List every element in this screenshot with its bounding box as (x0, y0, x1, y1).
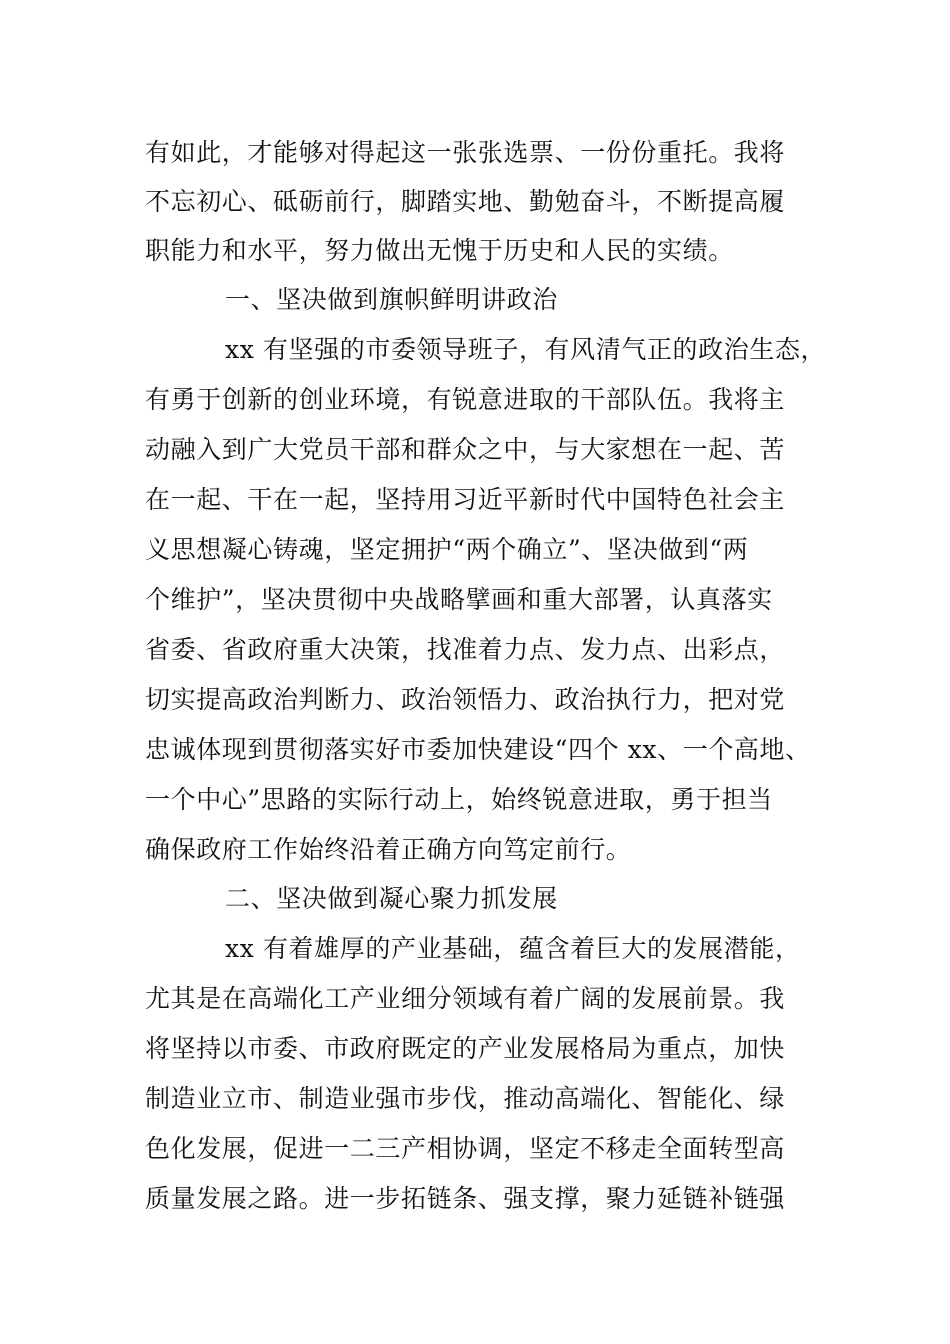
text-line: 切实提高政治判断力、政治领悟力、政治执行力，把对党 (145, 685, 786, 714)
text-line: 尤其是在高端化工产业细分领域有着广阔的发展前景。我 (145, 984, 786, 1013)
text-line: 个维护”，坚决贯彻中央战略擘画和重大部署，认真落实 (145, 585, 773, 614)
text-line: 省委、省政府重大决策，找准着力点、发力点、出彩点， (145, 635, 786, 664)
text-line: 不忘初心、砥砺前行，脚踏实地、勤勉奋斗，不断提高履 (145, 187, 786, 216)
text-line: 忠诚体现到贯彻落实好市委加快建设“四个 xx、一个高地、 (145, 735, 811, 764)
text-line: 有勇于创新的创业环境，有锐意进取的干部队伍。我将主 (145, 385, 786, 414)
text-line: 有如此，才能够对得起这一张张选票、一份份重托。我将 (145, 138, 786, 167)
text-line: 义思想凝心铸魂，坚定拥护“两个确立”、坚决做到“两 (145, 535, 749, 564)
section-heading-2: 二、坚决做到凝心聚力抓发展 (225, 884, 558, 913)
text-line: 确保政府工作始终沿着正确方向笃定前行。 (145, 835, 632, 864)
text-line: 职能力和水平，努力做出无愧于历史和人民的实绩。 (145, 236, 734, 265)
text-line: 将坚持以市委、市政府既定的产业发展格局为重点，加快 (145, 1034, 786, 1063)
text-line: xx 有着雄厚的产业基础，蕴含着巨大的发展潜能， (225, 934, 801, 963)
text-line: 质量发展之路。进一步拓链条、强支撑，聚力延链补链强 (145, 1184, 786, 1213)
text-line: 动融入到广大党员干部和群众之中，与大家想在一起、苦 (145, 435, 786, 464)
text-line: xx 有坚强的市委领导班子，有风清气正的政治生态， (225, 335, 827, 364)
text-line: 一个中心”思路的实际行动上，始终锐意进取，勇于担当 (145, 785, 773, 814)
text-line: 制造业立市、制造业强市步伐，推动高端化、智能化、绿 (145, 1084, 786, 1113)
text-line: 在一起、干在一起，坚持用习近平新时代中国特色社会主 (145, 485, 786, 514)
text-line: 色化发展，促进一二三产相协调，坚定不移走全面转型高 (145, 1134, 786, 1163)
section-heading-1: 一、坚决做到旗帜鲜明讲政治 (225, 285, 558, 314)
